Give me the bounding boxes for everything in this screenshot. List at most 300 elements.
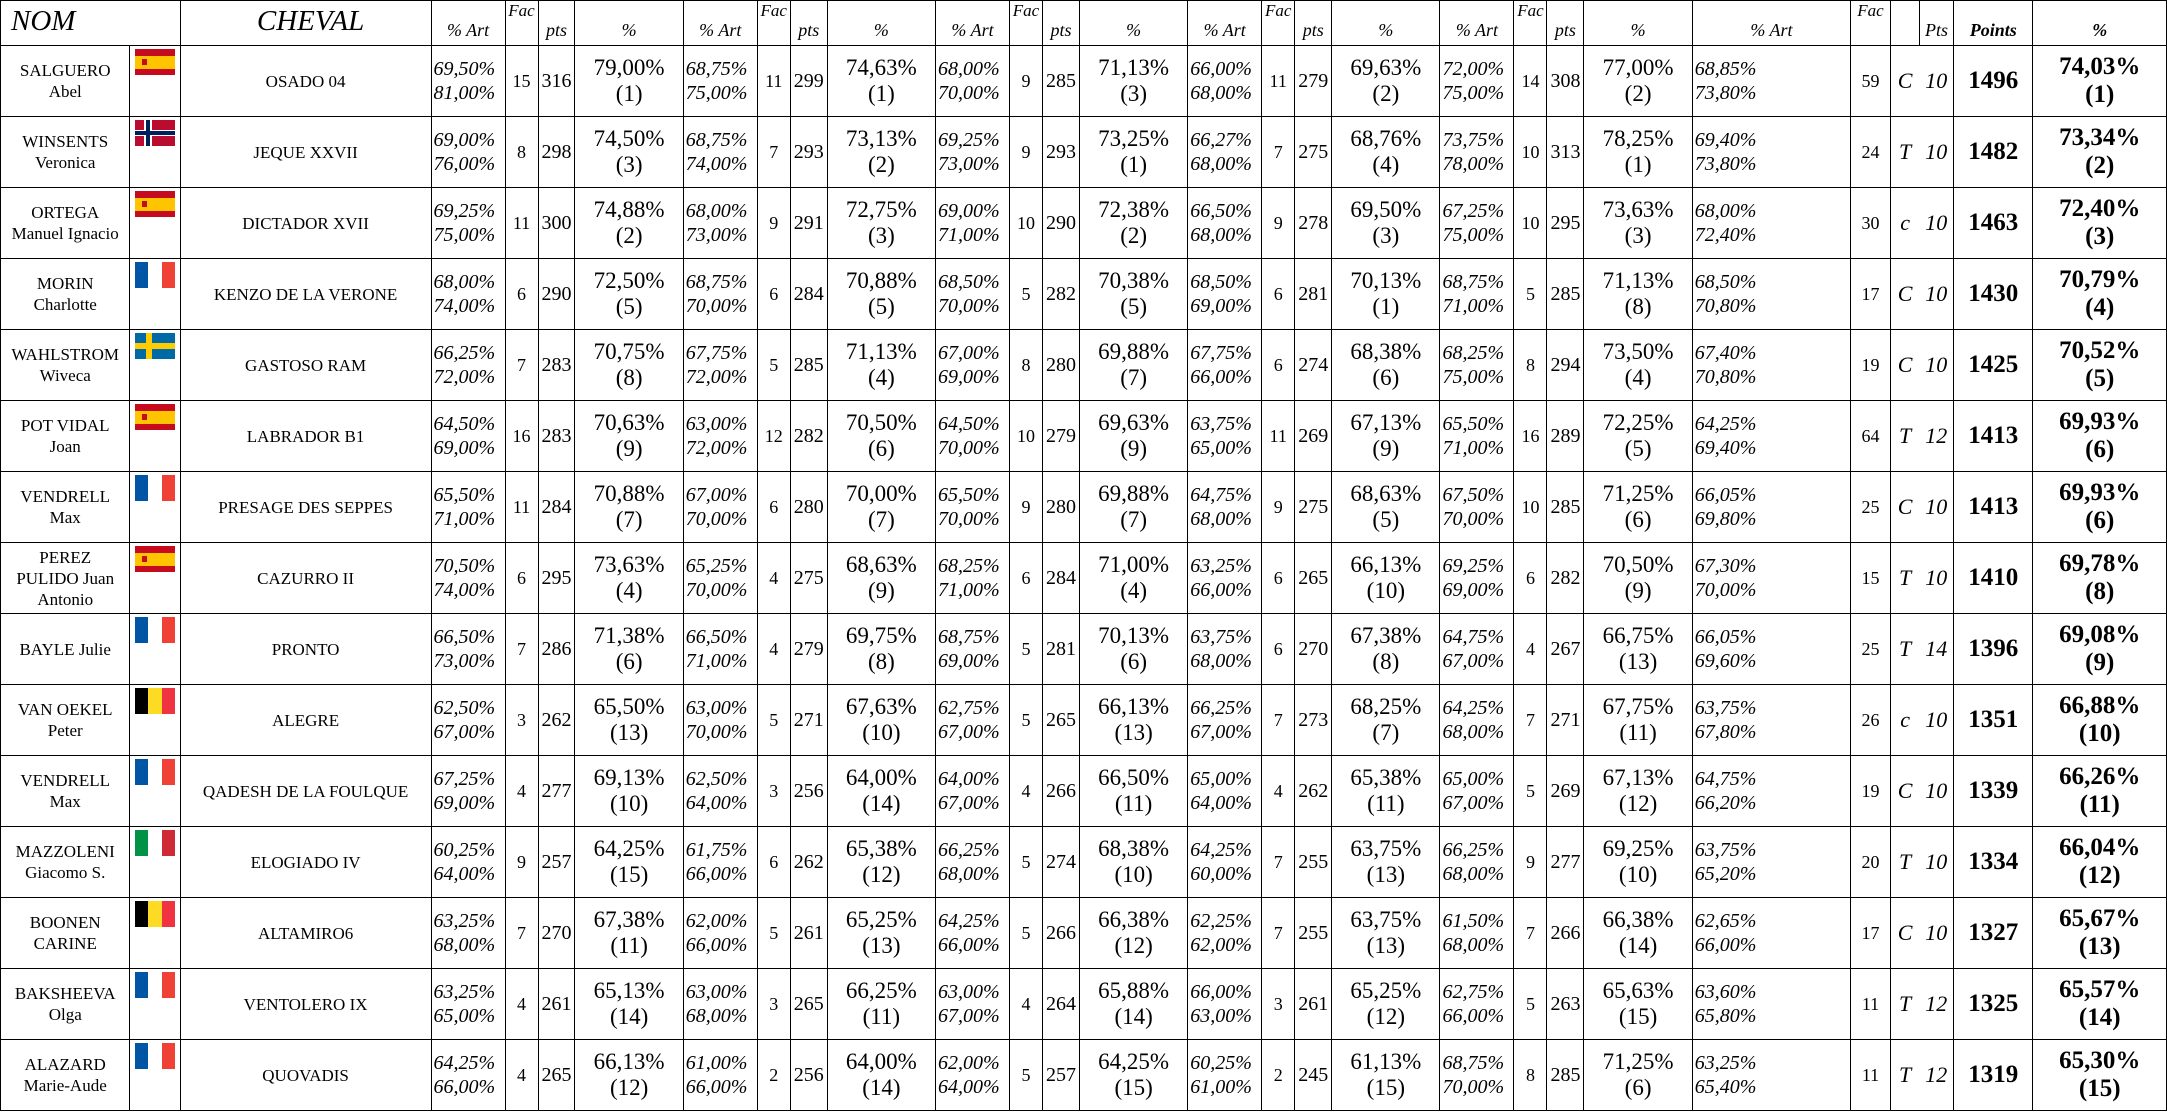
judge-pts: 279 bbox=[1042, 401, 1079, 472]
judge-art: 68,75% 71,00% bbox=[1440, 259, 1514, 330]
header-total-pct: % bbox=[2033, 1, 2167, 46]
horse-name: CAZURRO II bbox=[180, 543, 431, 614]
judge-art: 72,00% 75,00% bbox=[1440, 46, 1514, 117]
judge-art: 62,00% 66,00% bbox=[683, 898, 757, 969]
judge-fac: 11 bbox=[505, 188, 538, 259]
judge-fac: 3 bbox=[757, 756, 790, 827]
judge-pts: 271 bbox=[1547, 685, 1584, 756]
flag-icon bbox=[130, 117, 180, 188]
rider-name: WINSENTS Veronica bbox=[1, 117, 130, 188]
judge-art: 61,75% 66,00% bbox=[683, 827, 757, 898]
judge-pct: 65,25% (13) bbox=[827, 898, 935, 969]
france-flag-icon bbox=[135, 262, 175, 288]
total-points: 1351 bbox=[1954, 685, 2033, 756]
judge-pct: 69,63% (2) bbox=[1332, 46, 1440, 117]
judge-art: 66,00% 68,00% bbox=[1188, 46, 1262, 117]
judge-pts: 262 bbox=[1295, 756, 1332, 827]
judge-pct: 69,88% (7) bbox=[1079, 472, 1187, 543]
judge-pct: 63,75% (13) bbox=[1332, 827, 1440, 898]
header-art-avg: % Art bbox=[1692, 1, 1850, 46]
test-type: c bbox=[1890, 188, 1919, 259]
judge-pct: 73,50% (4) bbox=[1584, 330, 1692, 401]
judge-art: 63,25% 68,00% bbox=[431, 898, 505, 969]
judge-pct: 68,25% (7) bbox=[1332, 685, 1440, 756]
judge-art: 62,00% 64,00% bbox=[936, 1040, 1010, 1111]
judge-pct: 69,63% (9) bbox=[1079, 401, 1187, 472]
test-pts: 10 bbox=[1919, 543, 1953, 614]
test-pts: 10 bbox=[1919, 756, 1953, 827]
rider-name: POT VIDAL Joan bbox=[1, 401, 130, 472]
rider-name: BOONEN CARINE bbox=[1, 898, 130, 969]
test-pts: 10 bbox=[1919, 188, 1953, 259]
judge-art: 67,50% 70,00% bbox=[1440, 472, 1514, 543]
judge-art: 65,25% 70,00% bbox=[683, 543, 757, 614]
judge-pts: 295 bbox=[538, 543, 575, 614]
rider-name: PEREZ PULIDO Juan Antonio bbox=[1, 543, 130, 614]
judge-pts: 280 bbox=[1042, 472, 1079, 543]
header-fac: Fac bbox=[757, 1, 790, 46]
judge-pct: 78,25% (1) bbox=[1584, 117, 1692, 188]
judge-art: 60,25% 64,00% bbox=[431, 827, 505, 898]
table-row bbox=[1, 188, 2167, 259]
judge-pts: 280 bbox=[790, 472, 827, 543]
judge-pct: 69,75% (8) bbox=[827, 614, 935, 685]
horse-name: ALTAMIRO6 bbox=[180, 898, 431, 969]
judge-art: 68,25% 71,00% bbox=[936, 543, 1010, 614]
header-fac: Fac bbox=[1262, 1, 1295, 46]
judge-pct: 64,00% (14) bbox=[827, 1040, 935, 1111]
judge-fac: 8 bbox=[1009, 330, 1042, 401]
judge-pct: 66,13% (10) bbox=[1332, 543, 1440, 614]
total-percent: 70,52% (5) bbox=[2033, 330, 2167, 401]
judge-pts: 257 bbox=[538, 827, 575, 898]
judge-fac: 4 bbox=[1514, 614, 1547, 685]
total-points: 1334 bbox=[1954, 827, 2033, 898]
judge-art: 64,50% 70,00% bbox=[936, 401, 1010, 472]
total-percent: 65,57% (14) bbox=[2033, 969, 2167, 1040]
judge-art: 63,00% 72,00% bbox=[683, 401, 757, 472]
judge-fac: 6 bbox=[505, 543, 538, 614]
flag-icon bbox=[130, 46, 180, 117]
judge-fac: 5 bbox=[757, 685, 790, 756]
judge-art: 67,75% 72,00% bbox=[683, 330, 757, 401]
judge-pts: 256 bbox=[790, 1040, 827, 1111]
judge-pts: 278 bbox=[1295, 188, 1332, 259]
judge-pts: 266 bbox=[1042, 898, 1079, 969]
judge-pct: 70,50% (9) bbox=[1584, 543, 1692, 614]
total-points: 1396 bbox=[1954, 614, 2033, 685]
total-fac: 25 bbox=[1851, 472, 1891, 543]
horse-name: VENTOLERO IX bbox=[180, 969, 431, 1040]
judge-pts: 265 bbox=[790, 969, 827, 1040]
judge-fac: 4 bbox=[1009, 756, 1042, 827]
results-body bbox=[1, 46, 2167, 1111]
horse-name: ALEGRE bbox=[180, 685, 431, 756]
total-points: 1496 bbox=[1954, 46, 2033, 117]
judge-pct: 68,76% (4) bbox=[1332, 117, 1440, 188]
total-percent: 72,40% (3) bbox=[2033, 188, 2167, 259]
judge-pct: 72,50% (5) bbox=[575, 259, 683, 330]
judge-art: 66,00% 63,00% bbox=[1188, 969, 1262, 1040]
average-art: 69,40% 73,80% bbox=[1692, 117, 1850, 188]
header-pts: pts bbox=[1042, 1, 1079, 46]
judge-art: 69,25% 69,00% bbox=[1440, 543, 1514, 614]
france-flag-icon bbox=[135, 617, 175, 643]
judge-fac: 3 bbox=[757, 969, 790, 1040]
total-percent: 66,04% (12) bbox=[2033, 827, 2167, 898]
judge-pct: 65,38% (11) bbox=[1332, 756, 1440, 827]
judge-art: 69,00% 71,00% bbox=[936, 188, 1010, 259]
test-pts: 14 bbox=[1919, 614, 1953, 685]
judge-pct: 69,13% (10) bbox=[575, 756, 683, 827]
judge-fac: 3 bbox=[505, 685, 538, 756]
header-art: % Art bbox=[1188, 1, 1262, 46]
judge-art: 62,75% 66,00% bbox=[1440, 969, 1514, 1040]
judge-pct: 70,00% (7) bbox=[827, 472, 935, 543]
judge-pct: 67,13% (9) bbox=[1332, 401, 1440, 472]
total-points: 1319 bbox=[1954, 1040, 2033, 1111]
judge-art: 65,50% 71,00% bbox=[431, 472, 505, 543]
judge-fac: 2 bbox=[1262, 1040, 1295, 1111]
total-fac: 30 bbox=[1851, 188, 1891, 259]
table-row bbox=[1, 685, 2167, 756]
table-row bbox=[1, 614, 2167, 685]
judge-pct: 73,63% (3) bbox=[1584, 188, 1692, 259]
judge-pct: 71,00% (4) bbox=[1079, 543, 1187, 614]
average-art: 63,60% 65,80% bbox=[1692, 969, 1850, 1040]
test-pts: 12 bbox=[1919, 969, 1953, 1040]
judge-fac: 5 bbox=[1514, 756, 1547, 827]
france-flag-icon bbox=[135, 475, 175, 501]
average-art: 66,05% 69,60% bbox=[1692, 614, 1850, 685]
judge-fac: 9 bbox=[505, 827, 538, 898]
table-row bbox=[1, 46, 2167, 117]
judge-fac: 4 bbox=[757, 543, 790, 614]
judge-art: 66,25% 68,00% bbox=[1440, 827, 1514, 898]
judge-art: 64,75% 67,00% bbox=[1440, 614, 1514, 685]
judge-fac: 6 bbox=[1514, 543, 1547, 614]
judge-pts: 281 bbox=[1042, 614, 1079, 685]
judge-pts: 293 bbox=[790, 117, 827, 188]
judge-pts: 257 bbox=[1042, 1040, 1079, 1111]
total-fac: 20 bbox=[1851, 827, 1891, 898]
flag-icon bbox=[130, 756, 180, 827]
judge-fac: 9 bbox=[1009, 46, 1042, 117]
judge-fac: 11 bbox=[505, 472, 538, 543]
judge-pct: 71,13% (4) bbox=[827, 330, 935, 401]
judge-pct: 69,88% (7) bbox=[1079, 330, 1187, 401]
judge-pts: 285 bbox=[1547, 1040, 1584, 1111]
average-art: 68,00% 72,40% bbox=[1692, 188, 1850, 259]
judge-pts: 263 bbox=[1547, 969, 1584, 1040]
judge-art: 65,00% 64,00% bbox=[1188, 756, 1262, 827]
judge-pct: 70,88% (5) bbox=[827, 259, 935, 330]
judge-pct: 69,25% (10) bbox=[1584, 827, 1692, 898]
judge-pct: 72,38% (2) bbox=[1079, 188, 1187, 259]
judge-pct: 71,25% (6) bbox=[1584, 472, 1692, 543]
judge-art: 66,25% 72,00% bbox=[431, 330, 505, 401]
total-fac: 59 bbox=[1851, 46, 1891, 117]
test-type: T bbox=[1890, 969, 1919, 1040]
table-row bbox=[1, 472, 2167, 543]
judge-pct: 66,25% (11) bbox=[827, 969, 935, 1040]
judge-art: 64,25% 68,00% bbox=[1440, 685, 1514, 756]
judge-art: 68,75% 69,00% bbox=[936, 614, 1010, 685]
judge-pct: 71,25% (6) bbox=[1584, 1040, 1692, 1111]
italy-flag-icon bbox=[135, 830, 175, 856]
judge-pts: 261 bbox=[1295, 969, 1332, 1040]
judge-fac: 5 bbox=[1009, 614, 1042, 685]
judge-art: 60,25% 61,00% bbox=[1188, 1040, 1262, 1111]
judge-art: 68,25% 75,00% bbox=[1440, 330, 1514, 401]
horse-name: GASTOSO RAM bbox=[180, 330, 431, 401]
judge-art: 65,50% 71,00% bbox=[1440, 401, 1514, 472]
judge-art: 67,00% 70,00% bbox=[683, 472, 757, 543]
total-points: 1413 bbox=[1954, 472, 2033, 543]
judge-art: 63,00% 67,00% bbox=[936, 969, 1010, 1040]
horse-name: PRESAGE DES SEPPES bbox=[180, 472, 431, 543]
judge-fac: 7 bbox=[1514, 898, 1547, 969]
judge-pct: 74,50% (3) bbox=[575, 117, 683, 188]
judge-pts: 290 bbox=[1042, 188, 1079, 259]
total-points: 1430 bbox=[1954, 259, 2033, 330]
total-fac: 19 bbox=[1851, 756, 1891, 827]
header-total-pts: Pts bbox=[1919, 1, 1953, 46]
test-pts: 10 bbox=[1919, 259, 1953, 330]
judge-art: 61,50% 68,00% bbox=[1440, 898, 1514, 969]
judge-pct: 64,00% (14) bbox=[827, 756, 935, 827]
judge-fac: 4 bbox=[1262, 756, 1295, 827]
judge-pts: 266 bbox=[1547, 898, 1584, 969]
judge-fac: 10 bbox=[1514, 188, 1547, 259]
horse-name: KENZO DE LA VERONE bbox=[180, 259, 431, 330]
judge-pct: 79,00% (1) bbox=[575, 46, 683, 117]
judge-pts: 267 bbox=[1547, 614, 1584, 685]
average-art: 64,75% 66,20% bbox=[1692, 756, 1850, 827]
judge-fac: 7 bbox=[757, 117, 790, 188]
test-pts: 10 bbox=[1919, 117, 1953, 188]
judge-pct: 67,75% (11) bbox=[1584, 685, 1692, 756]
judge-art: 63,00% 70,00% bbox=[683, 685, 757, 756]
judge-pts: 261 bbox=[790, 898, 827, 969]
judge-art: 68,00% 73,00% bbox=[683, 188, 757, 259]
header-art: % Art bbox=[1440, 1, 1514, 46]
judge-art: 64,25% 66,00% bbox=[936, 898, 1010, 969]
flag-icon bbox=[130, 898, 180, 969]
judge-art: 67,75% 66,00% bbox=[1188, 330, 1262, 401]
test-type: c bbox=[1890, 685, 1919, 756]
judge-pct: 65,13% (14) bbox=[575, 969, 683, 1040]
judge-pct: 70,63% (9) bbox=[575, 401, 683, 472]
header-fac: Fac bbox=[1514, 1, 1547, 46]
judge-pts: 255 bbox=[1295, 827, 1332, 898]
judge-art: 68,00% 70,00% bbox=[936, 46, 1010, 117]
judge-pts: 274 bbox=[1295, 330, 1332, 401]
average-art: 63,25% 65,40% bbox=[1692, 1040, 1850, 1111]
test-type: T bbox=[1890, 827, 1919, 898]
judge-art: 69,50% 81,00% bbox=[431, 46, 505, 117]
test-type: C bbox=[1890, 472, 1919, 543]
judge-pts: 284 bbox=[1042, 543, 1079, 614]
horse-name: QADESH DE LA FOULQUE bbox=[180, 756, 431, 827]
total-points: 1327 bbox=[1954, 898, 2033, 969]
judge-art: 68,75% 74,00% bbox=[683, 117, 757, 188]
total-fac: 24 bbox=[1851, 117, 1891, 188]
header-art: % Art bbox=[431, 1, 505, 46]
judge-pct: 67,13% (12) bbox=[1584, 756, 1692, 827]
rider-name: MAZZOLENI Giacomo S. bbox=[1, 827, 130, 898]
total-fac: 26 bbox=[1851, 685, 1891, 756]
average-art: 67,30% 70,00% bbox=[1692, 543, 1850, 614]
judge-pts: 277 bbox=[538, 756, 575, 827]
test-pts: 10 bbox=[1919, 472, 1953, 543]
judge-pts: 298 bbox=[538, 117, 575, 188]
average-art: 63,75% 67,80% bbox=[1692, 685, 1850, 756]
total-percent: 66,88% (10) bbox=[2033, 685, 2167, 756]
judge-fac: 5 bbox=[1009, 1040, 1042, 1111]
judge-pts: 286 bbox=[538, 614, 575, 685]
judge-fac: 3 bbox=[1262, 969, 1295, 1040]
judge-pts: 283 bbox=[538, 401, 575, 472]
judge-art: 66,50% 68,00% bbox=[1188, 188, 1262, 259]
belgium-flag-icon bbox=[135, 688, 175, 714]
table-row bbox=[1, 1040, 2167, 1111]
judge-pts: 299 bbox=[790, 46, 827, 117]
judge-fac: 5 bbox=[1009, 259, 1042, 330]
header-pts: pts bbox=[1547, 1, 1584, 46]
test-pts: 10 bbox=[1919, 46, 1953, 117]
judge-pts: 290 bbox=[538, 259, 575, 330]
judge-pct: 65,50% (13) bbox=[575, 685, 683, 756]
table-row bbox=[1, 330, 2167, 401]
flag-icon bbox=[130, 614, 180, 685]
judge-pct: 74,88% (2) bbox=[575, 188, 683, 259]
judge-fac: 6 bbox=[1009, 543, 1042, 614]
total-fac: 17 bbox=[1851, 898, 1891, 969]
rider-name: MORIN Charlotte bbox=[1, 259, 130, 330]
total-percent: 69,08% (9) bbox=[2033, 614, 2167, 685]
judge-pts: 289 bbox=[1547, 401, 1584, 472]
average-art: 62,65% 66,00% bbox=[1692, 898, 1850, 969]
judge-pct: 71,38% (6) bbox=[575, 614, 683, 685]
judge-pct: 64,25% (15) bbox=[575, 827, 683, 898]
rider-name: VENDRELL Max bbox=[1, 756, 130, 827]
total-points: 1463 bbox=[1954, 188, 2033, 259]
total-percent: 69,93% (6) bbox=[2033, 401, 2167, 472]
judge-fac: 9 bbox=[757, 188, 790, 259]
header-pct: % bbox=[827, 1, 935, 46]
judge-pct: 66,75% (13) bbox=[1584, 614, 1692, 685]
judge-fac: 4 bbox=[505, 1040, 538, 1111]
france-flag-icon bbox=[135, 972, 175, 998]
judge-pct: 68,38% (10) bbox=[1079, 827, 1187, 898]
header-art: % Art bbox=[936, 1, 1010, 46]
judge-art: 66,50% 71,00% bbox=[683, 614, 757, 685]
header-type bbox=[1890, 1, 1919, 46]
judge-pts: 265 bbox=[538, 1040, 575, 1111]
judge-pts: 275 bbox=[1295, 472, 1332, 543]
judge-fac: 7 bbox=[1262, 898, 1295, 969]
judge-pts: 271 bbox=[790, 685, 827, 756]
judge-pct: 65,88% (14) bbox=[1079, 969, 1187, 1040]
horse-name: PRONTO bbox=[180, 614, 431, 685]
judge-pct: 70,13% (6) bbox=[1079, 614, 1187, 685]
judge-pts: 270 bbox=[1295, 614, 1332, 685]
judge-art: 61,00% 66,00% bbox=[683, 1040, 757, 1111]
judge-pct: 63,75% (13) bbox=[1332, 898, 1440, 969]
horse-name: DICTADOR XVII bbox=[180, 188, 431, 259]
judge-fac: 16 bbox=[505, 401, 538, 472]
judge-pts: 285 bbox=[1042, 46, 1079, 117]
judge-art: 66,27% 68,00% bbox=[1188, 117, 1262, 188]
judge-pts: 245 bbox=[1295, 1040, 1332, 1111]
judge-fac: 7 bbox=[1262, 685, 1295, 756]
test-type: C bbox=[1890, 259, 1919, 330]
judge-art: 69,00% 76,00% bbox=[431, 117, 505, 188]
judge-fac: 7 bbox=[505, 614, 538, 685]
rider-name: SALGUERO Abel bbox=[1, 46, 130, 117]
judge-pts: 256 bbox=[790, 756, 827, 827]
judge-art: 66,25% 68,00% bbox=[936, 827, 1010, 898]
total-fac: 11 bbox=[1851, 1040, 1891, 1111]
judge-pts: 279 bbox=[1295, 46, 1332, 117]
judge-pts: 291 bbox=[790, 188, 827, 259]
test-type: T bbox=[1890, 543, 1919, 614]
total-fac: 11 bbox=[1851, 969, 1891, 1040]
judge-fac: 11 bbox=[757, 46, 790, 117]
judge-art: 64,00% 67,00% bbox=[936, 756, 1010, 827]
judge-fac: 9 bbox=[1262, 472, 1295, 543]
judge-pts: 274 bbox=[1042, 827, 1079, 898]
norway-flag-icon bbox=[135, 120, 175, 146]
judge-fac: 9 bbox=[1009, 472, 1042, 543]
test-type: T bbox=[1890, 401, 1919, 472]
judge-pts: 275 bbox=[790, 543, 827, 614]
judge-fac: 6 bbox=[757, 472, 790, 543]
judge-art: 65,50% 70,00% bbox=[936, 472, 1010, 543]
judge-pct: 73,63% (4) bbox=[575, 543, 683, 614]
flag-icon bbox=[130, 543, 180, 614]
average-art: 67,40% 70,80% bbox=[1692, 330, 1850, 401]
header-pts: pts bbox=[538, 1, 575, 46]
judge-fac: 10 bbox=[1009, 188, 1042, 259]
judge-art: 68,75% 70,00% bbox=[683, 259, 757, 330]
judge-art: 63,75% 65,00% bbox=[1188, 401, 1262, 472]
judge-pct: 70,13% (1) bbox=[1332, 259, 1440, 330]
total-points: 1410 bbox=[1954, 543, 2033, 614]
average-art: 68,50% 70,80% bbox=[1692, 259, 1850, 330]
judge-pts: 283 bbox=[538, 330, 575, 401]
judge-fac: 5 bbox=[1009, 827, 1042, 898]
total-percent: 70,79% (4) bbox=[2033, 259, 2167, 330]
judge-pct: 73,25% (1) bbox=[1079, 117, 1187, 188]
judge-fac: 15 bbox=[505, 46, 538, 117]
judge-pts: 262 bbox=[538, 685, 575, 756]
rider-name: WAHLSTROM Wiveca bbox=[1, 330, 130, 401]
flag-icon bbox=[130, 330, 180, 401]
judge-art: 62,50% 64,00% bbox=[683, 756, 757, 827]
judge-fac: 8 bbox=[1514, 1040, 1547, 1111]
total-percent: 74,03% (1) bbox=[2033, 46, 2167, 117]
judge-fac: 6 bbox=[505, 259, 538, 330]
judge-fac: 11 bbox=[1262, 401, 1295, 472]
judge-pts: 264 bbox=[1042, 969, 1079, 1040]
judge-art: 68,75% 70,00% bbox=[1440, 1040, 1514, 1111]
flag-icon bbox=[130, 401, 180, 472]
header-points: Points bbox=[1954, 1, 2033, 46]
horse-name: ELOGIADO IV bbox=[180, 827, 431, 898]
judge-fac: 5 bbox=[1514, 259, 1547, 330]
